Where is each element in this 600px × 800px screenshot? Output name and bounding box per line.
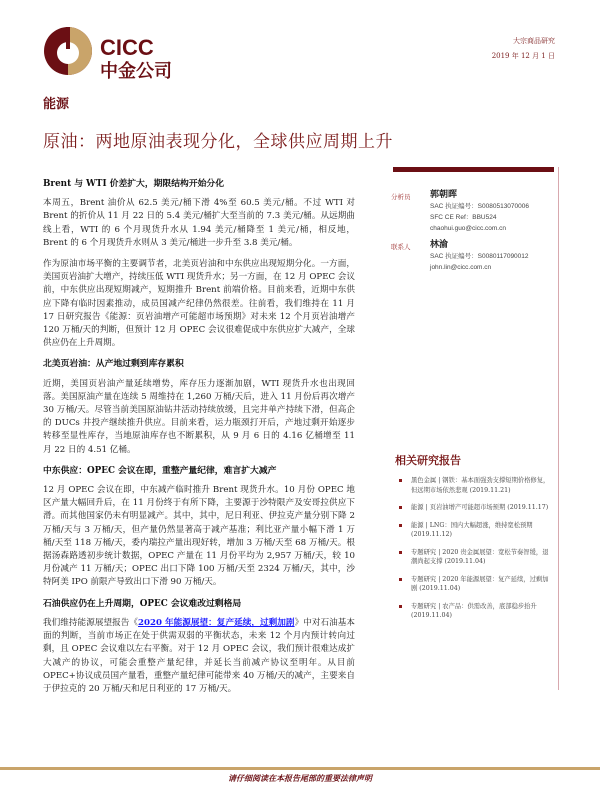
paragraph: 本周五，Brent 油价从 62.5 美元/桶下滑 4%至 60.5 美元/桶。不过 WTI 对 Brent 的折价从 11 月 22 日的 5.4 美元/桶扩大至当前的 7.3 美元/桶。从远期曲线上看，WTI 的 6 个月现货升水从 1.94 美元/桶降至 1 美元/桶，相反地，Brent 的 6 个月现货升水则从 3 美元/桶进一步升至 3.8 美元/桶。 (43, 198, 355, 248)
legal-notice: 请仔细阅读在本报告尾部的重要法律声明 (228, 773, 372, 783)
related-item[interactable]: 能源 | LNG：国内大幅超涨，维持宽松预期 (2019.11.12) (393, 521, 553, 540)
contact-email[interactable]: john.lin@cicc.com.cn (430, 264, 492, 271)
report-date: 2019 年 12 月 1 日 (491, 52, 555, 60)
analyst-name: 郭朝晖 (430, 190, 458, 200)
svg-text:CICC: CICC (100, 35, 154, 60)
footer-divider (0, 767, 600, 770)
report-link[interactable]: 2020 年能源展望：复产延续，过剩加剧 (138, 617, 295, 628)
contact-name: 林渝 (430, 240, 449, 250)
page-title: 原油：两地原油表现分化，全球供应周期上升 (43, 132, 393, 152)
section-heading: 中东供应：OPEC 会议在即，重整产量纪律，难言扩大减产 (43, 465, 277, 476)
related-item[interactable]: 专题研究 | 2020 年能源展望：复产延续，过剩加剧 (2019.11.04) (393, 575, 553, 594)
related-reports (393, 452, 553, 629)
section-heading: 北美页岩油：从产地过剩到库存累积 (43, 359, 184, 370)
cicc-logo (42, 22, 182, 82)
analyst-block (393, 190, 558, 234)
svg-text:中金公司: 中金公司 (100, 61, 172, 82)
related-item[interactable]: 专题研究 | 农产品：供需改善，底部稳步抬升 (2019.11.04) (393, 602, 553, 621)
panel-top-bar (393, 167, 554, 172)
text: 》中对石油基本面的判断，当前市场正在处于供需双弱的平衡状态，未来 12 个月内预计转向过剩，且 OPEC 会议难以左右平衡。对于 12 月 OPEC 会议，我们预计很难达成扩大减产的协议，可能会重整产量纪律，并延长当前减产协议至明年。从目前 OPEC+协议成员国产量看，重整产量纪律可能带来 40 万桶/天的减产，主要来自于伊拉克的 20 万桶/天和尼日利亚的 17 万桶/天。 (43, 617, 355, 694)
paragraph: 近期，美国页岩油产量延续增势，库存压力逐渐加剧，WTI 现货升水也出现回落。美国原油产量在连续 5 周维持在 1,260 万桶/天后，进入 11 月份后再次增产 30 万桶/天。尽管当前美国原油钻井活动持续放缓，且完井单产持续下滑，但高企的 DUCs 井投产继续推升供应。目前来看，运力瓶颈打开后，产地过剩开始逐步转移至显性库存，当地原油库存也不断累积，从 9 月 6 日的 4.16 亿桶增至 11 月 22 日的 4.51 亿桶。 (43, 378, 355, 455)
related-item[interactable]: 专题研究 | 2020 贵金属展望：宽松节奏智缓，退潮尚起支撑 (2019.11.04) (393, 548, 553, 567)
contact-role: 联系人 (391, 243, 411, 251)
section-heading: 石油供应仍在上升周期，OPEC 会议难改过剩格局 (43, 598, 242, 609)
analyst-sac: SAC 执证编号：S0080513070006 (430, 203, 530, 210)
related-item[interactable]: 能源 | 页岩油增产可能超市场预期 (2019.11.17) (393, 503, 553, 513)
main-body (43, 178, 355, 704)
paragraph: 作为原油市场平衡的主要调节者，北美页岩油和中东供应出现短期分化。一方面，美国页岩油扩大增产，持续压低 WTI 现货升水；另一方面，在 12 月 OPEC 会议前，中东供应出现短期减产，短期推升 Brent 前端价格。目前来看，近期中东供应下降有临时因素推动，成员国减产纪律仍然很差。往前看，我们维持在 11 月 17 日研究报告《能源：页岩油增产可能超市场预期》对未来 12 个月页岩油增产 120 万桶/天的判断，但预计 12 月 OPEC 会议很难促成中东供应扩大减产，全球供应仍在上升周期。 (43, 259, 355, 349)
contact-sac: SAC 执证编号：S0080117090012 (430, 253, 529, 260)
paragraph (43, 617, 355, 696)
report-category: 大宗商品研究 (513, 37, 555, 45)
related-item[interactable]: 黑色金属 | 钢铁：基本面强劲支撑短期价格修复，但远期市场依然悲观 (2019.11.21) (393, 476, 553, 495)
text: 我们维持能源展望报告《 (43, 617, 139, 628)
analyst-email[interactable]: chaohui.guo@cicc.com.cn (430, 225, 506, 232)
header-meta (492, 34, 555, 64)
contact-block (393, 240, 558, 273)
paragraph: 12 月 OPEC 会议在即，中东减产临时推升 Brent 现货升水。10 月份 OPEC 地区产量大幅回升后，在 11 月份终于有所下降，主要源于沙特限产及安哥拉供应下滑。而其他国家仍未有明显减产。其中，其中，尼日利亚、伊拉克产量分别下降 2 万桶/天与 3 万桶/天，但产量仍然显著高于减产基准；利比亚产量小幅下滑 1 万桶/天至 118 万桶/天，委内瑞拉产量出现好转，增加 3 万桶/天至 68 万桶/天。根据汤森路透初步统计数据，OPEC 产量在 11 月份平均为 2,957 万桶/天，较 10 月份减产 11 万桶/天；OPEC 出口下降 100 万桶/天至 2324 万桶/天，其中，沙特阿美 IPO 前限产导致出口下滑 90 万桶/天。 (43, 485, 355, 588)
analyst-role: 分析员 (391, 193, 411, 201)
sector-label: 能源 (43, 97, 70, 112)
analyst-sfc: SFC CE Ref：BBU524 (430, 214, 497, 221)
section-heading: Brent 与 WTI 价差扩大，期限结构开始分化 (43, 179, 225, 189)
related-title: 相关研究报告 (395, 454, 461, 467)
